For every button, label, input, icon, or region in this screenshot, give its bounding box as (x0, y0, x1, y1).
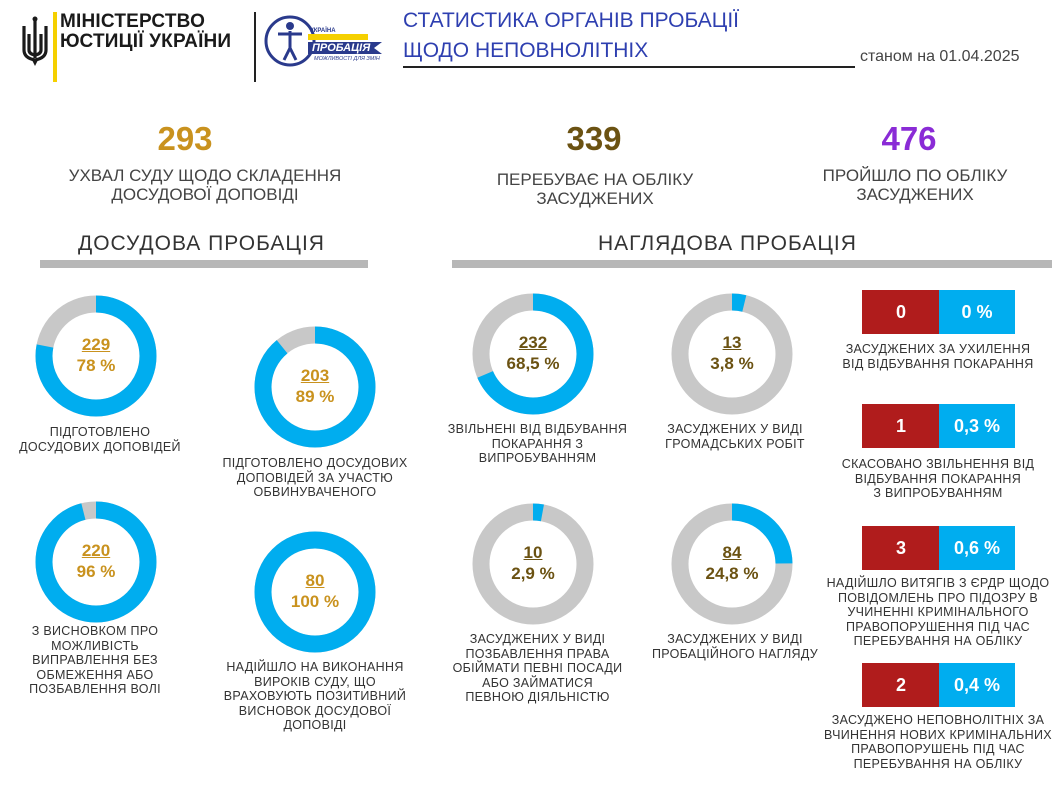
donut-value (253, 570, 377, 612)
donut-value (253, 365, 377, 407)
title-underline (403, 66, 855, 68)
label-line: ПОВІДОМЛЕНЬ ПРО ПІДОЗРУ В (837, 590, 1039, 605)
indicator-label (823, 713, 1053, 771)
coat-of-arms-icon (18, 14, 52, 68)
logo-text-top: УКРАЇНА (310, 28, 336, 34)
label-line: УЧИНЕННІ КРИМІНАЛЬНОГО (847, 605, 1029, 619)
label-line: ЗАСУДЖЕНИХ У ВИДІ (469, 632, 606, 646)
label-line: ВИСНОВОК ДОСУДОВОЇ (238, 703, 392, 718)
label-line: ВЧИНЕННЯ НОВИХ КРИМІНАЛЬНИХ (824, 727, 1052, 742)
header-divider (254, 12, 256, 82)
label-line: ПОЗБАВЛЕННЯ ВОЛІ (29, 682, 161, 696)
label-line: ВИРОКІВ СУДУ, ЩО (254, 674, 376, 689)
indicator-percent: 0,3 % (939, 404, 1015, 448)
donut-count: 80 (305, 571, 325, 590)
donut-pretrial-3 (34, 500, 158, 629)
label-line: ПІДГОТОВЛЕНО ДОСУДОВИХ (222, 456, 408, 470)
donut-label (440, 422, 635, 466)
label-line: ЗАСУДЖЕНО НЕПОВНОЛІТНІХ ЗА (831, 713, 1045, 727)
label-line: ПЕРЕБУВАННЯ НА ОБЛІКУ (853, 634, 1023, 648)
donut-pretrial-2 (253, 325, 377, 454)
ministry-line-2: ЮСТИЦІЇ УКРАЇНИ (60, 31, 232, 52)
donut-percent: 24,8 % (705, 564, 759, 583)
indicator-percent: 0,6 % (939, 526, 1015, 570)
donut-label (10, 425, 190, 454)
donut-value (34, 334, 158, 376)
title-line-2: ЩОДО НЕПОВНОЛІТНІХ (403, 39, 649, 62)
label-line: ПОКАРАННЯ З (491, 436, 584, 451)
label-line: ГРОМАДСЬКИХ РОБІТ (665, 436, 805, 451)
donut-count: 84 (722, 543, 742, 562)
donut-percent: 89 % (295, 387, 335, 406)
section-bar-supervision (452, 260, 1052, 268)
indicator-count: 3 (862, 526, 940, 570)
donut-label (10, 624, 180, 697)
label-line: ПОЗБАВЛЕННЯ ПРАВА (465, 646, 610, 661)
donut-supervision-3 (471, 502, 595, 631)
label-line: ЗАСУДЖЕНИХ У ВИДІ (667, 632, 803, 646)
label-line: ОБМЕЖЕННЯ АБО (36, 667, 154, 682)
donut-percent: 68,5 % (506, 354, 560, 373)
donut-label (215, 456, 415, 500)
donut-count: 13 (722, 333, 742, 352)
donut-percent: 3,8 % (710, 354, 754, 373)
page-title (403, 6, 739, 66)
donut-count: 220 (81, 541, 111, 560)
as-of-date: станом на 01.04.2025 (860, 48, 1020, 65)
donut-pretrial-4 (253, 530, 377, 659)
label-line: З ВИПРОБУВАННЯМ (873, 486, 1003, 500)
stat-value-registered: 339 (566, 120, 622, 157)
label-line: ВІДБУВАННЯ ПОКАРАННЯ (854, 471, 1022, 486)
donut-count: 232 (518, 333, 548, 352)
donut-supervision-1 (471, 292, 595, 421)
ministry-line-1: МІНІСТЕРСТВО (60, 11, 206, 32)
section-bar-pretrial (40, 260, 368, 268)
donut-supervision-2 (670, 292, 794, 421)
label-line: ЗАСУДЖЕНИХ У ВИДІ (667, 422, 803, 436)
label-line: ВИПРОБУВАННЯМ (478, 451, 597, 465)
label-line: ОБІЙМАТИ ПЕВНІ ПОСАДИ (452, 661, 623, 675)
donut-label (640, 632, 830, 661)
indicator-percent: 0 % (939, 290, 1015, 334)
donut-percent: 96 % (76, 562, 116, 581)
logo-text-sub: МОЖЛИВОСТІ ДЛЯ ЗМІН (314, 56, 380, 62)
ministry-name (60, 12, 231, 52)
probation-logo (264, 12, 384, 70)
donut-count: 229 (81, 335, 111, 354)
label-line: ПЕВНОЮ ДІЯЛЬНІСТЮ (465, 690, 610, 704)
donut-percent: 78 % (76, 356, 116, 375)
stat-value-passed: 476 (881, 120, 937, 157)
donut-supervision-4 (670, 502, 794, 631)
label-line: ДОПОВІДІ (283, 718, 347, 732)
label-line: ЗАСУДЖЕНИХ ЗА УХИЛЕННЯ (845, 342, 1031, 356)
donut-value (471, 332, 595, 374)
indicator-label (823, 576, 1053, 649)
label-line: ВРАХОВУЮТЬ ПОЗИТИВНИЙ (223, 689, 407, 703)
stat-desc-rulings: УХВАЛ СУДУ ЩОДО СКЛАДЕННЯ ДОСУДОВОЇ ДОПОВІДІ (68, 166, 342, 204)
donut-percent: 2,9 % (511, 564, 555, 583)
section-title-pretrial: ДОСУДОВА ПРОБАЦІЯ (78, 232, 325, 255)
label-line: МОЖЛИВІСТЬ (51, 638, 139, 653)
donut-value (670, 542, 794, 584)
label-line: ПІДГОТОВЛЕНО (49, 425, 151, 439)
donut-value (34, 540, 158, 582)
stat-desc-passed: ПРОЙШЛО ПО ОБЛІКУ ЗАСУДЖЕНИХ (822, 166, 1008, 204)
donut-count: 203 (300, 366, 330, 385)
donut-percent: 100 % (290, 592, 340, 611)
donut-value (471, 542, 595, 584)
logo-text-main: ПРОБАЦІЯ (312, 42, 371, 54)
label-line: ДОСУДОВИХ ДОПОВІДЕЙ (19, 439, 181, 454)
accent-bar (53, 12, 57, 82)
indicator-count: 2 (862, 663, 940, 707)
label-line: НАДІЙШЛО ВИТЯГІВ З ЄРДР ЩОДО (826, 576, 1050, 590)
label-line: АБО ЗАЙМАТИСЯ (482, 675, 593, 690)
indicator-count: 0 (862, 290, 940, 334)
label-line: ПЕРЕБУВАННЯ НА ОБЛІКУ (853, 756, 1023, 771)
label-line: ПРАВОПОРУШЕННЯ ПІД ЧАС (846, 619, 1030, 634)
donut-value (670, 332, 794, 374)
donut-count: 10 (523, 543, 543, 562)
indicator-count: 1 (862, 404, 940, 448)
label-line: СКАСОВАНО ЗВІЛЬНЕННЯ ВІД (841, 457, 1035, 471)
label-line: НАДІЙШЛО НА ВИКОНАННЯ (226, 660, 404, 674)
donut-label (650, 422, 820, 451)
indicator-percent: 0,4 % (939, 663, 1015, 707)
label-line: ПРОБАЦІЙНОГО НАГЛЯДУ (652, 646, 818, 661)
label-line: ВІД ВІДБУВАННЯ ПОКАРАННЯ (842, 356, 1034, 371)
section-title-supervision: НАГЛЯДОВА ПРОБАЦІЯ (598, 232, 857, 255)
label-line: ЗВІЛЬНЕНІ ВІД ВІДБУВАННЯ (447, 422, 628, 436)
label-line: ВИПРАВЛЕННЯ БЕЗ (32, 653, 158, 667)
label-line: З ВИСНОВКОМ ПРО (31, 624, 159, 638)
donut-pretrial-1 (34, 294, 158, 423)
title-line-1: СТАТИСТИКА ОРГАНІВ ПРОБАЦІЇ (403, 9, 740, 32)
stat-value-rulings: 293 (157, 120, 213, 157)
indicator-label (823, 342, 1053, 371)
stat-desc-registered: ПЕРЕБУВАЄ НА ОБЛІКУ ЗАСУДЖЕНИХ (496, 170, 694, 208)
label-line: ДОПОВІДЕЙ ЗА УЧАСТЮ (236, 470, 394, 485)
donut-label (440, 632, 635, 705)
indicator-label (823, 457, 1053, 501)
label-line: ПРАВОПОРУШЕНЬ ПІД ЧАС (851, 742, 1025, 756)
donut-label (215, 660, 415, 733)
label-line: ОБВИНУВАЧЕНОГО (253, 485, 377, 499)
